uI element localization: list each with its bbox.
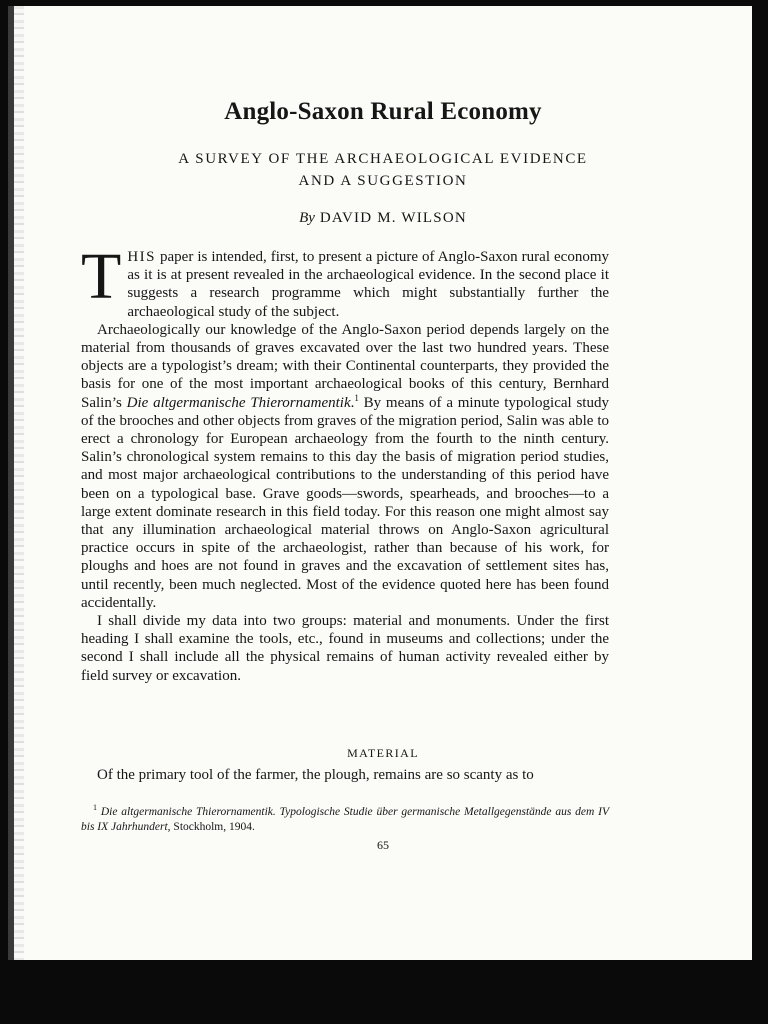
section-paragraph: Of the primary tool of the farmer, the plough, remains are so scanty as to bbox=[97, 767, 534, 783]
journal-page bbox=[8, 6, 752, 960]
paragraph-1-opening: HIS bbox=[127, 249, 156, 265]
footnote-text: , Stockholm, 1904. bbox=[167, 820, 255, 833]
subtitle-line-2: AND A SUGGESTION bbox=[298, 173, 468, 189]
paragraph-2: Archaeologically our knowledge of the Anglo-Saxon period depends largely on the material from thousands of graves excavated over the last two hundred years. These objects are a typologist’s dream; with their Continental counterparts, they provided the basis for one of the most important archaeological books of this century, Bernhard Salin’s Die altgermanische Thierornamentik.$^1$ By means of a minute typological study of the brooches and other objects from graves of the migration period, Salin was able to erect a chronology for European archaeology from the fourth to the ninth century. Salin’s chronological system remains to this day the basis of migration period studies, and most major archaeological contributions to the understanding of this period have been on a typological base. Grave goods—swords, spearheads, and brooches—to a large extent dominate research in this field today. For this reason one might almost say that any illumination archaeological material throws on Anglo-Saxon agricultural practice occurs in spite of the archaeologist, rather than because of his work, for ploughs and hoes are not found in graves and the excavation of settlement sites has, until recently, been much neglected. Most of the evidence quoted here has been found accidentally. bbox=[81, 321, 609, 611]
footnote-reference[interactable]: 1 bbox=[354, 392, 359, 403]
paragraph-1-text: paper is intended, first, to present a picture of Anglo-Saxon rural economy as it is at present revealed in the archaeological evidence. In the second place it suggests a research programme which might substantially further the archaeological study of the subject. bbox=[127, 249, 609, 320]
footnote bbox=[81, 800, 609, 835]
section-heading: MATERIAL bbox=[347, 746, 419, 760]
book-title: Die altgermanische Thierornamentik bbox=[126, 394, 351, 411]
drop-cap: T bbox=[81, 240, 122, 313]
byline-prefix: By bbox=[299, 210, 315, 226]
footnote-italic: Die altgermanische Thierornamentik. Typologische Studie über germanische Metallgegenstände aus dem IV bis IX Jahrhundert bbox=[81, 805, 610, 833]
byline bbox=[14, 210, 752, 227]
article-body bbox=[81, 240, 609, 685]
author-name: DAVID M. WILSON bbox=[319, 210, 467, 226]
paragraph-2-text-b: By means of a minute typological study of the brooches and other objects from graves of the migration period, Salin was able to erect a chronology for European archaeology from the fourth to the ninth century. Salin’s chronological system remains to this day the basis of migration period studies, and most major archaeological contributions to the understanding of this period have been on a typological base. Grave goods—swords, spearheads, and brooches—to a large extent dominate research in this field today. For this reason one might almost say that any illumination archaeological material throws on Anglo-Saxon agricultural practice occurs in spite of the archaeologist, rather than because of his work, for ploughs and hoes are not found in graves and the excavation of settlement sites has, until recently, been much neglected. Most of the evidence quoted here has been found accidentally. bbox=[81, 394, 609, 611]
paragraph-1 bbox=[81, 240, 609, 321]
article-subtitle bbox=[14, 148, 752, 192]
paragraph-2-text-a: Archaeologically our knowledge of the Anglo-Saxon period depends largely on the material from thousands of graves excavated over the last two hundred years. These objects are a typologist’s dream; with their Continental counterparts, they provided the basis for one of the most important archaeological books of this century, Bernhard Salin’s bbox=[81, 321, 609, 411]
paragraph-3: I shall divide my data into two groups: material and monuments. Under the first heading I shall examine the tools, etc., found in museums and collections; under the second I shall include all the physical remains of human activity revealed either by field survey or excavation. bbox=[81, 613, 609, 684]
article-title: Anglo-Saxon Rural Economy bbox=[224, 98, 542, 125]
page-number: 65 bbox=[377, 838, 389, 852]
footnote-number: 1 bbox=[93, 803, 97, 812]
subtitle-line-1: A SURVEY OF THE ARCHAEOLOGICAL EVIDENCE bbox=[178, 151, 588, 167]
